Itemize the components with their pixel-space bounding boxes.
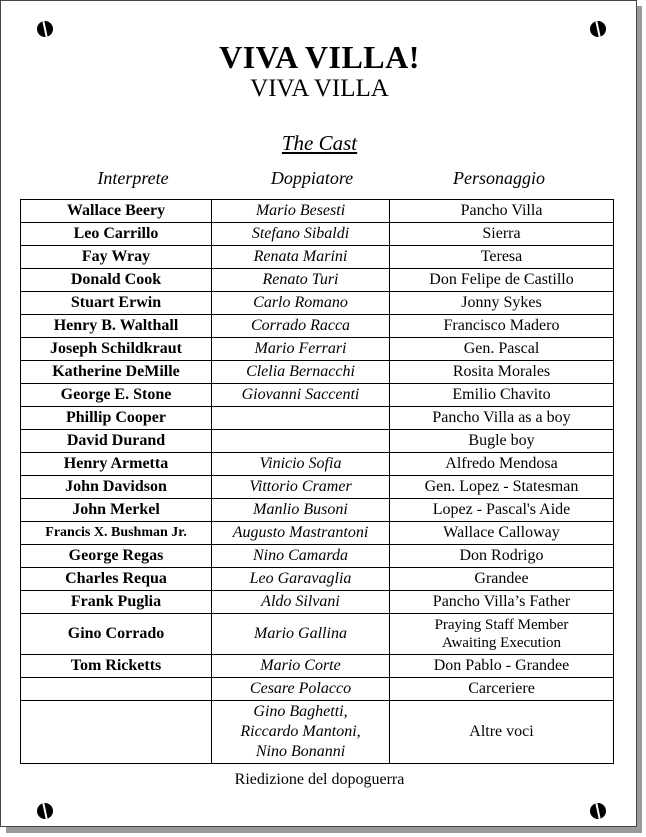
- role-cell: Francisco Madero: [390, 315, 614, 338]
- actor-cell: Donald Cook: [21, 269, 212, 292]
- table-row: [21, 591, 614, 614]
- table-row: [21, 522, 614, 545]
- table-row: [21, 315, 614, 338]
- actor-cell: David Durand: [21, 430, 212, 453]
- voice-cell: Mario Gallina: [212, 614, 390, 655]
- role-cell: Pancho Villa: [390, 200, 614, 223]
- actor-cell: Francis X. Bushman Jr.: [21, 522, 212, 545]
- actor-cell: Henry B. Walthall: [21, 315, 212, 338]
- voice-line: Riccardo Mantoni,: [240, 723, 361, 740]
- role-cell: [390, 614, 614, 655]
- actor-cell: George Regas: [21, 545, 212, 568]
- table-row: [21, 361, 614, 384]
- table-row: [21, 678, 614, 701]
- voice-cell: Mario Besesti: [212, 200, 390, 223]
- actor-cell: [21, 678, 212, 701]
- voice-cell: Augusto Mastrantoni: [212, 522, 390, 545]
- table-row: [21, 338, 614, 361]
- actor-cell: John Davidson: [21, 476, 212, 499]
- actor-cell: John Merkel: [21, 499, 212, 522]
- table-row: [21, 655, 614, 678]
- role-cell: Jonny Sykes: [390, 292, 614, 315]
- screw-icon: [37, 803, 53, 819]
- voice-cell: Renata Marini: [212, 246, 390, 269]
- actor-cell: Katherine DeMille: [21, 361, 212, 384]
- actor-cell: Henry Armetta: [21, 453, 212, 476]
- screw-icon: [37, 21, 53, 37]
- column-header-interprete: Interprete: [97, 168, 169, 188]
- actor-cell: Stuart Erwin: [21, 292, 212, 315]
- voice-line: Nino Bonanni: [255, 743, 346, 760]
- cast-heading: The Cast: [281, 131, 358, 155]
- role-line: Praying Staff Member: [434, 617, 569, 633]
- role-cell: Don Rodrigo: [390, 545, 614, 568]
- table-row: [21, 430, 614, 453]
- role-cell: Sierra: [390, 223, 614, 246]
- role-cell: Bugle boy: [390, 430, 614, 453]
- role-cell: Pancho Villa as a boy: [390, 407, 614, 430]
- voice-cell: [212, 407, 390, 430]
- actor-cell: Joseph Schildkraut: [21, 338, 212, 361]
- role-cell: Gen. Lopez - Statesman: [390, 476, 614, 499]
- cast-table: [20, 199, 614, 764]
- voice-cell: Vittorio Cramer: [212, 476, 390, 499]
- role-line: Awaiting Execution: [441, 635, 561, 651]
- table-row: [21, 614, 614, 655]
- voice-cell: Mario Corte: [212, 655, 390, 678]
- actor-cell: Leo Carrillo: [21, 223, 212, 246]
- role-cell: Grandee: [390, 568, 614, 591]
- table-row: [21, 246, 614, 269]
- role-cell: Gen. Pascal: [390, 338, 614, 361]
- role-cell: Don Felipe de Castillo: [390, 269, 614, 292]
- role-cell: Pancho Villa’s Father: [390, 591, 614, 614]
- actor-cell: Charles Requa: [21, 568, 212, 591]
- voice-cell: Manlio Busoni: [212, 499, 390, 522]
- voice-cell: Clelia Bernacchi: [212, 361, 390, 384]
- role-cell: Altre voci: [390, 701, 614, 764]
- actor-cell: Frank Puglia: [21, 591, 212, 614]
- screw-icon: [590, 21, 606, 37]
- table-row: [21, 545, 614, 568]
- table-row: [21, 453, 614, 476]
- table-row: [21, 701, 614, 764]
- page-subtitle: VIVA VILLA: [250, 75, 389, 102]
- role-cell: Alfredo Mendosa: [390, 453, 614, 476]
- voice-cell: Aldo Silvani: [212, 591, 390, 614]
- table-row: [21, 568, 614, 591]
- column-header-personaggio: Personaggio: [453, 168, 545, 188]
- role-cell: Don Pablo - Grandee: [390, 655, 614, 678]
- role-cell: Emilio Chavito: [390, 384, 614, 407]
- table-row: [21, 269, 614, 292]
- voice-cell: Renato Turi: [212, 269, 390, 292]
- table-row: [21, 292, 614, 315]
- voice-cell: Leo Garavaglia: [212, 568, 390, 591]
- voice-cell: [212, 430, 390, 453]
- voice-cell: Carlo Romano: [212, 292, 390, 315]
- voice-cell: Corrado Racca: [212, 315, 390, 338]
- page-title: VIVA VILLA!: [219, 39, 420, 75]
- table-row: [21, 384, 614, 407]
- table-row: [21, 407, 614, 430]
- actor-cell: Tom Ricketts: [21, 655, 212, 678]
- voice-line: Gino Baghetti,: [253, 703, 348, 720]
- voice-cell: Mario Ferrari: [212, 338, 390, 361]
- actor-cell: George E. Stone: [21, 384, 212, 407]
- table-row: [21, 499, 614, 522]
- role-cell: Wallace Calloway: [390, 522, 614, 545]
- actor-cell: Fay Wray: [21, 246, 212, 269]
- table-row: [21, 476, 614, 499]
- actor-cell: Gino Corrado: [21, 614, 212, 655]
- voice-cell: Nino Camarda: [212, 545, 390, 568]
- actor-cell: [21, 701, 212, 764]
- role-cell: Carceriere: [390, 678, 614, 701]
- actor-cell: Phillip Cooper: [21, 407, 212, 430]
- role-cell: Rosita Morales: [390, 361, 614, 384]
- voice-cell: Giovanni Saccenti: [212, 384, 390, 407]
- voice-cell: [212, 701, 390, 764]
- footer-note: Riedizione del dopoguerra: [234, 771, 405, 788]
- voice-cell: Cesare Polacco: [212, 678, 390, 701]
- screw-icon: [590, 803, 606, 819]
- role-cell: Lopez - Pascal's Aide: [390, 499, 614, 522]
- voice-cell: Vinicio Sofia: [212, 453, 390, 476]
- table-row: [21, 223, 614, 246]
- column-header-doppiatore: Doppiatore: [270, 168, 354, 188]
- role-cell: Teresa: [390, 246, 614, 269]
- voice-cell: Stefano Sibaldi: [212, 223, 390, 246]
- actor-cell: Wallace Beery: [21, 200, 212, 223]
- table-row: [21, 200, 614, 223]
